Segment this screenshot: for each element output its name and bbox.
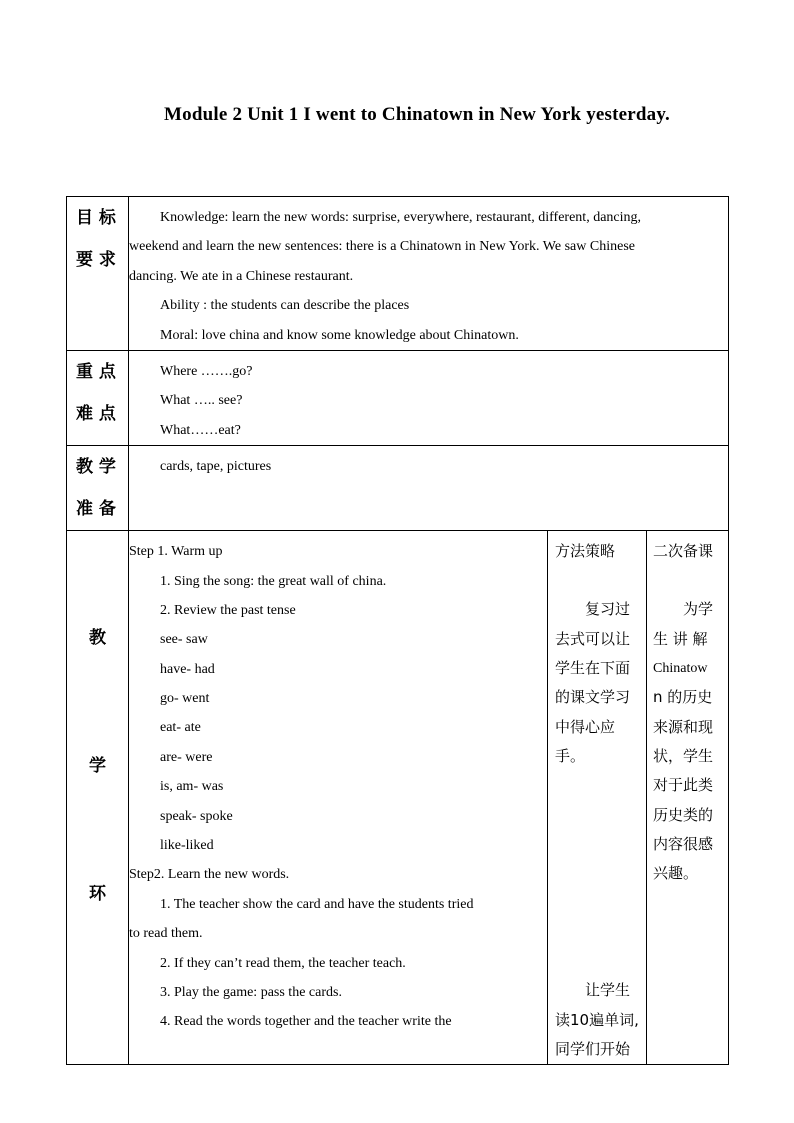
notes-line: 兴趣。 — [653, 864, 699, 883]
notes-line: 对于此类 — [653, 776, 714, 795]
label-line: 目 标 — [76, 208, 116, 228]
objective-line: Knowledge: learn the new words: surprise, everywhere, restaurant, different, dancing, — [160, 210, 642, 225]
method-header: 方法策略 — [555, 542, 616, 561]
method-line: 复习过 — [585, 600, 631, 619]
method-line: 让学生 — [585, 981, 631, 1000]
objective-line: Ability : the students can describe the places — [160, 298, 410, 314]
notes-line: 内容很感 — [653, 834, 714, 853]
method-line: 同学们开始 — [555, 1039, 631, 1058]
key-point-line: What……eat? — [160, 422, 241, 438]
step-line: 1. The teacher show the card and have the students tried — [160, 896, 474, 912]
preparation-content — [129, 446, 729, 531]
notes-line: 为学 — [683, 600, 714, 619]
process-label — [67, 531, 129, 1065]
process-label-char: 教 — [89, 628, 106, 649]
label-line: 教 学 — [76, 457, 116, 478]
method-line: 中得心应手。 — [555, 717, 616, 765]
step-line: is, am- was — [160, 779, 224, 795]
step-line: speak- spoke — [160, 808, 233, 824]
notes-line: 状，学生 — [653, 746, 714, 765]
objective-line: weekend and learn the new sentences: there is a Chinatown in New York. We saw Chinese — [129, 239, 635, 255]
notes-line: Chinatow — [653, 661, 708, 677]
key-point-line: Where …….go? — [160, 363, 253, 379]
step-line: to read them. — [129, 926, 203, 942]
process-label-char: 学 — [89, 756, 106, 777]
method-line: 去式可以让 — [555, 629, 631, 648]
method-line: 学生在下面 — [555, 659, 631, 678]
process-steps — [129, 531, 548, 1065]
step-line: are- were — [160, 749, 213, 765]
step-line: 4. Read the words together and the teacher write the — [160, 1014, 452, 1030]
notes-header: 二次备课 — [653, 542, 714, 561]
label-line: 难 点 — [76, 403, 116, 424]
step-line: 2. Review the past tense — [160, 602, 296, 618]
step-line: like-liked — [160, 838, 214, 854]
preparation-row — [67, 446, 729, 531]
step-line: Step 1. Warm up — [129, 544, 223, 560]
page-title: Module 2 Unit 1 I went to Chinatown in New York yesterday. — [164, 104, 670, 125]
objectives-label — [67, 197, 129, 351]
method-line: 的课文学习 — [555, 688, 631, 707]
process-label-char: 环 — [89, 884, 106, 905]
key-points-row — [67, 350, 729, 445]
preparation-label — [67, 446, 129, 531]
notes-line: 生 讲 解 — [653, 629, 708, 648]
step-line: see- saw — [160, 632, 208, 648]
method-line: 读10遍单词, — [555, 1010, 639, 1029]
step-line: Step2. Learn the new words. — [129, 867, 290, 883]
lesson-plan-table — [66, 196, 729, 1065]
process-row — [67, 531, 729, 1065]
notes-line: 来源和现 — [653, 717, 714, 736]
key-point-line: What ….. see? — [160, 393, 243, 409]
step-line: go- went — [160, 691, 210, 707]
step-line: 3. Play the game: pass the cards. — [160, 984, 342, 1000]
objective-line: dancing. We ate in a Chinese restaurant. — [129, 268, 354, 284]
preparation-line: cards, tape, pictures — [160, 459, 272, 475]
key-points-label — [67, 350, 129, 445]
step-line: 1. Sing the song: the great wall of china. — [160, 573, 387, 589]
objective-line: Moral: love china and know some knowledge about Chinatown. — [160, 327, 519, 343]
objectives-content — [129, 197, 729, 351]
method-column — [548, 531, 647, 1065]
notes-column — [647, 531, 729, 1065]
step-line: 2. If they can’t read them, the teacher teach. — [160, 955, 406, 971]
notes-line: n 的历史 — [653, 688, 713, 707]
objectives-row — [67, 197, 729, 351]
label-line: 要 求 — [76, 250, 116, 270]
step-line: eat- ate — [160, 720, 201, 736]
step-line: have- had — [160, 661, 215, 677]
key-points-content — [129, 350, 729, 445]
label-line: 重 点 — [76, 361, 116, 382]
label-line: 准 备 — [76, 499, 116, 520]
notes-line: 历史类的 — [653, 805, 714, 824]
